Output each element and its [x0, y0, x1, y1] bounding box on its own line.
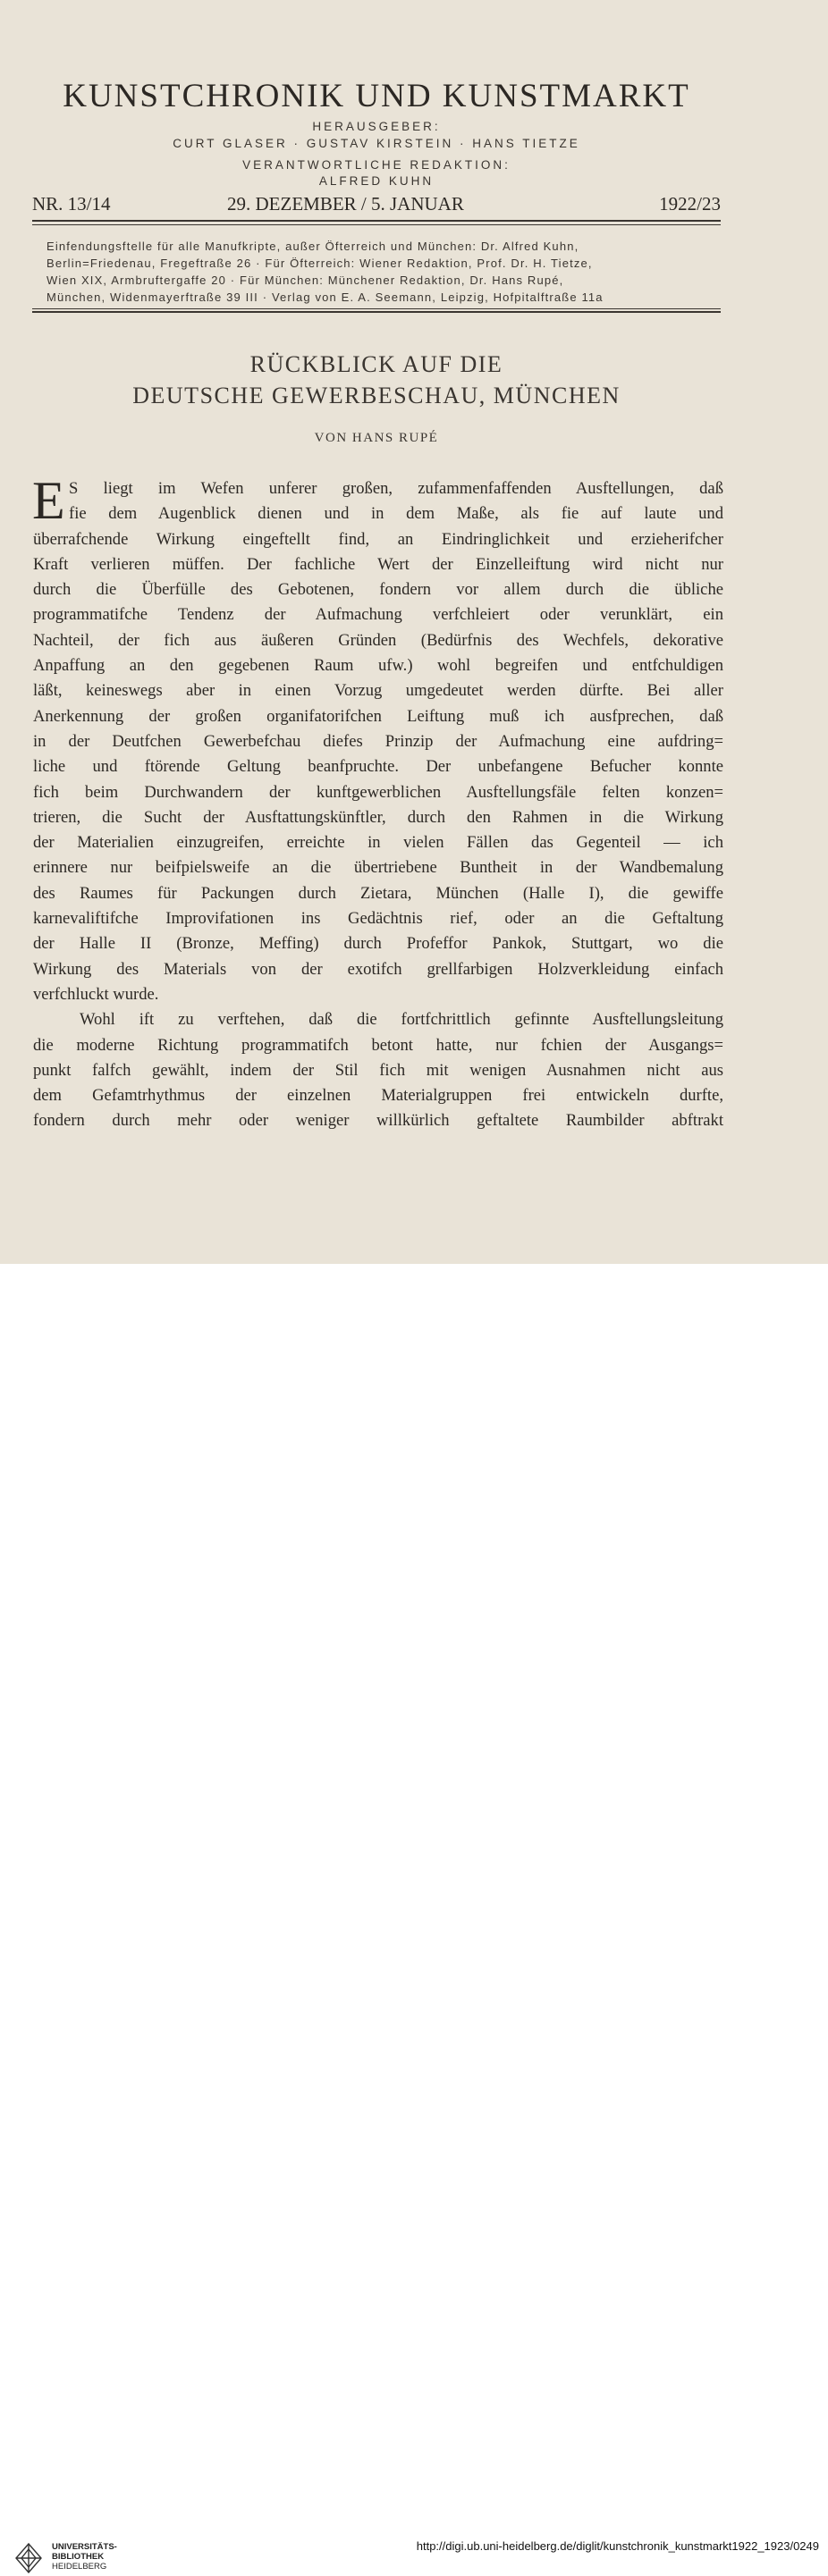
- editor-name: ALFRED KUHN: [318, 174, 435, 188]
- header-rule-thick: [32, 220, 721, 222]
- text-line: fie dem Augenblick dienen und in dem Maße, als fie auf laute und: [69, 504, 723, 524]
- text-line: fich beim Durchwandern der kunftgewerblichen Ausftellungsfäle felten konzen=: [33, 782, 723, 802]
- text-line: der Materialien einzugreifen, erreichte in vielen Fällen das Gegenteil — ich: [33, 833, 723, 853]
- imprint-line: München, Widenmayerftraße 39 III · Verlag von E. A. Seemann, Leipzig, Hofpitalftraße 11a: [46, 290, 604, 304]
- imprint-line: Berlin=Friedenau, Fregeftraße 26 · Für Öfterreich: Wiener Redaktion, Prof. Dr. H. Tietze,: [46, 257, 593, 270]
- imprint-block: [46, 238, 714, 306]
- article-body: [32, 471, 723, 1134]
- text-line: S liegt im Wefen unferer großen, zufammenfaffenden Ausftellungen, daß: [69, 479, 723, 498]
- text-line: Wohl ift zu verftehen, daß die fortfchrittlich gefinnte Ausftellungsleitung: [80, 1010, 723, 1030]
- scanned-page: [0, 0, 828, 1264]
- imprint-rule-thin: [32, 308, 721, 309]
- text-line: dem Gefamtrhythmus der einzelnen Materialgruppen frei entwickeln durfte,: [33, 1086, 723, 1106]
- text-line: karnevaliftifche Improvifationen ins Gedächtnis rief, oder an die Geftaltung: [33, 909, 723, 929]
- issue-row: [32, 193, 721, 218]
- text-line: Nachteil, der fich aus äußeren Gründen (Bedürfnis des Wechfels, dekorative: [33, 630, 723, 650]
- permalink-url[interactable]: http://digi.ub.uni-heidelberg.de/diglit/kunstchronik_kunstmarkt1922_1923/0249: [416, 2539, 819, 2553]
- text-line: verfchluckt wurde.: [33, 984, 159, 1004]
- text-line: trieren, die Sucht der Ausftattungskünftler, durch den Rahmen in die Wirkung: [33, 807, 723, 827]
- text-line: durch die Überfülle des Gebotenen, fondern vor allem durch die übliche: [33, 580, 723, 600]
- text-line: punkt falfch gewählt, indem der Stil fich mit wenigen Ausnahmen nicht aus: [33, 1060, 723, 1080]
- imprint-line: Wien XIX, Armbruftergaffe 20 · Für München: Münchener Redaktion, Dr. Hans Rupé,: [46, 274, 564, 287]
- journal-title: KUNSTCHRONIK UND KUNSTMARKT: [63, 78, 690, 114]
- article-byline: VON HANS RUPÉ: [314, 431, 439, 445]
- digitization-footer: [0, 1264, 828, 2572]
- text-line: erinnere nur beifpielsweife an die übertriebene Buntheit in der Wandbemalung: [33, 858, 723, 878]
- publisher-label: HERAUSGEBER:: [312, 120, 441, 133]
- text-line: Wirkung des Materials von der exotifch grellfarbigen Holzverkleidung einfach: [33, 959, 723, 979]
- library-name: UNIVERSITÄTS- BIBLIOTHEK HEIDELBERG: [52, 2542, 117, 2572]
- text-line: die moderne Richtung programmatifch betont hatte, nur fchien der Ausgangs=: [33, 1035, 723, 1055]
- imprint-line: Einfendungsftelle für alle Manufkripte, außer Öfterreich und München: Dr. Alfred Kuhn,: [46, 240, 579, 253]
- text-line: Anerkennung der großen organifatorifchen Leiftung muß ich ausfprechen, daß: [33, 706, 723, 726]
- text-line: liche und ftörende Geltung beanfpruchte. Der unbefangene Befucher konnte: [33, 757, 723, 777]
- issue-year: 1922/23: [659, 193, 721, 215]
- text-line: des Raumes für Packungen durch Zietara, München (Halle I), die gewiffe: [33, 883, 723, 903]
- publishers: CURT GLASER · GUSTAV KIRSTEIN · HANS TIETZE: [173, 137, 580, 150]
- article-title-line-2: DEUTSCHE GEWERBESCHAU, MÜNCHEN: [132, 383, 621, 408]
- drop-cap: E: [32, 471, 65, 530]
- editor-label: VERANTWORTLICHE REDAKTION:: [242, 158, 511, 172]
- text-line: der Halle II (Bronze, Meffing) durch Profeffor Pankok, Stuttgart, wo die: [33, 934, 723, 954]
- article-title-line-1: RÜCKBLICK AUF DIE: [249, 351, 503, 377]
- imprint-rule-thick: [32, 311, 721, 313]
- heidelberg-library-logo-icon: [11, 2540, 46, 2576]
- header-rule-thin: [32, 224, 721, 225]
- text-line: überrafchende Wirkung eingeftellt find, an Eindringlichkeit und erzieherifcher: [33, 529, 723, 549]
- text-line: programmatifche Tendenz der Aufmachung verfchleiert oder verunklärt, ein: [33, 605, 723, 625]
- text-line: in der Deutfchen Gewerbefchau diefes Prinzip der Aufmachung eine aufdring=: [33, 731, 723, 751]
- issue-date: 29. DEZEMBER / 5. JANUAR: [227, 193, 464, 215]
- text-line: fondern durch mehr oder weniger willkürlich geftaltete Raumbilder abftrakt: [33, 1111, 723, 1131]
- text-line: Kraft verlieren müffen. Der fachliche Wert der Einzelleiftung wird nicht nur: [33, 554, 723, 574]
- text-line: Anpaffung an den gegebenen Raum ufw.) wohl begreifen und entfchuldigen: [33, 656, 723, 676]
- issue-number: NR. 13/14: [32, 193, 111, 215]
- text-line: läßt, keineswegs aber in einen Vorzug umgedeutet werden dürfte. Bei aller: [33, 681, 723, 701]
